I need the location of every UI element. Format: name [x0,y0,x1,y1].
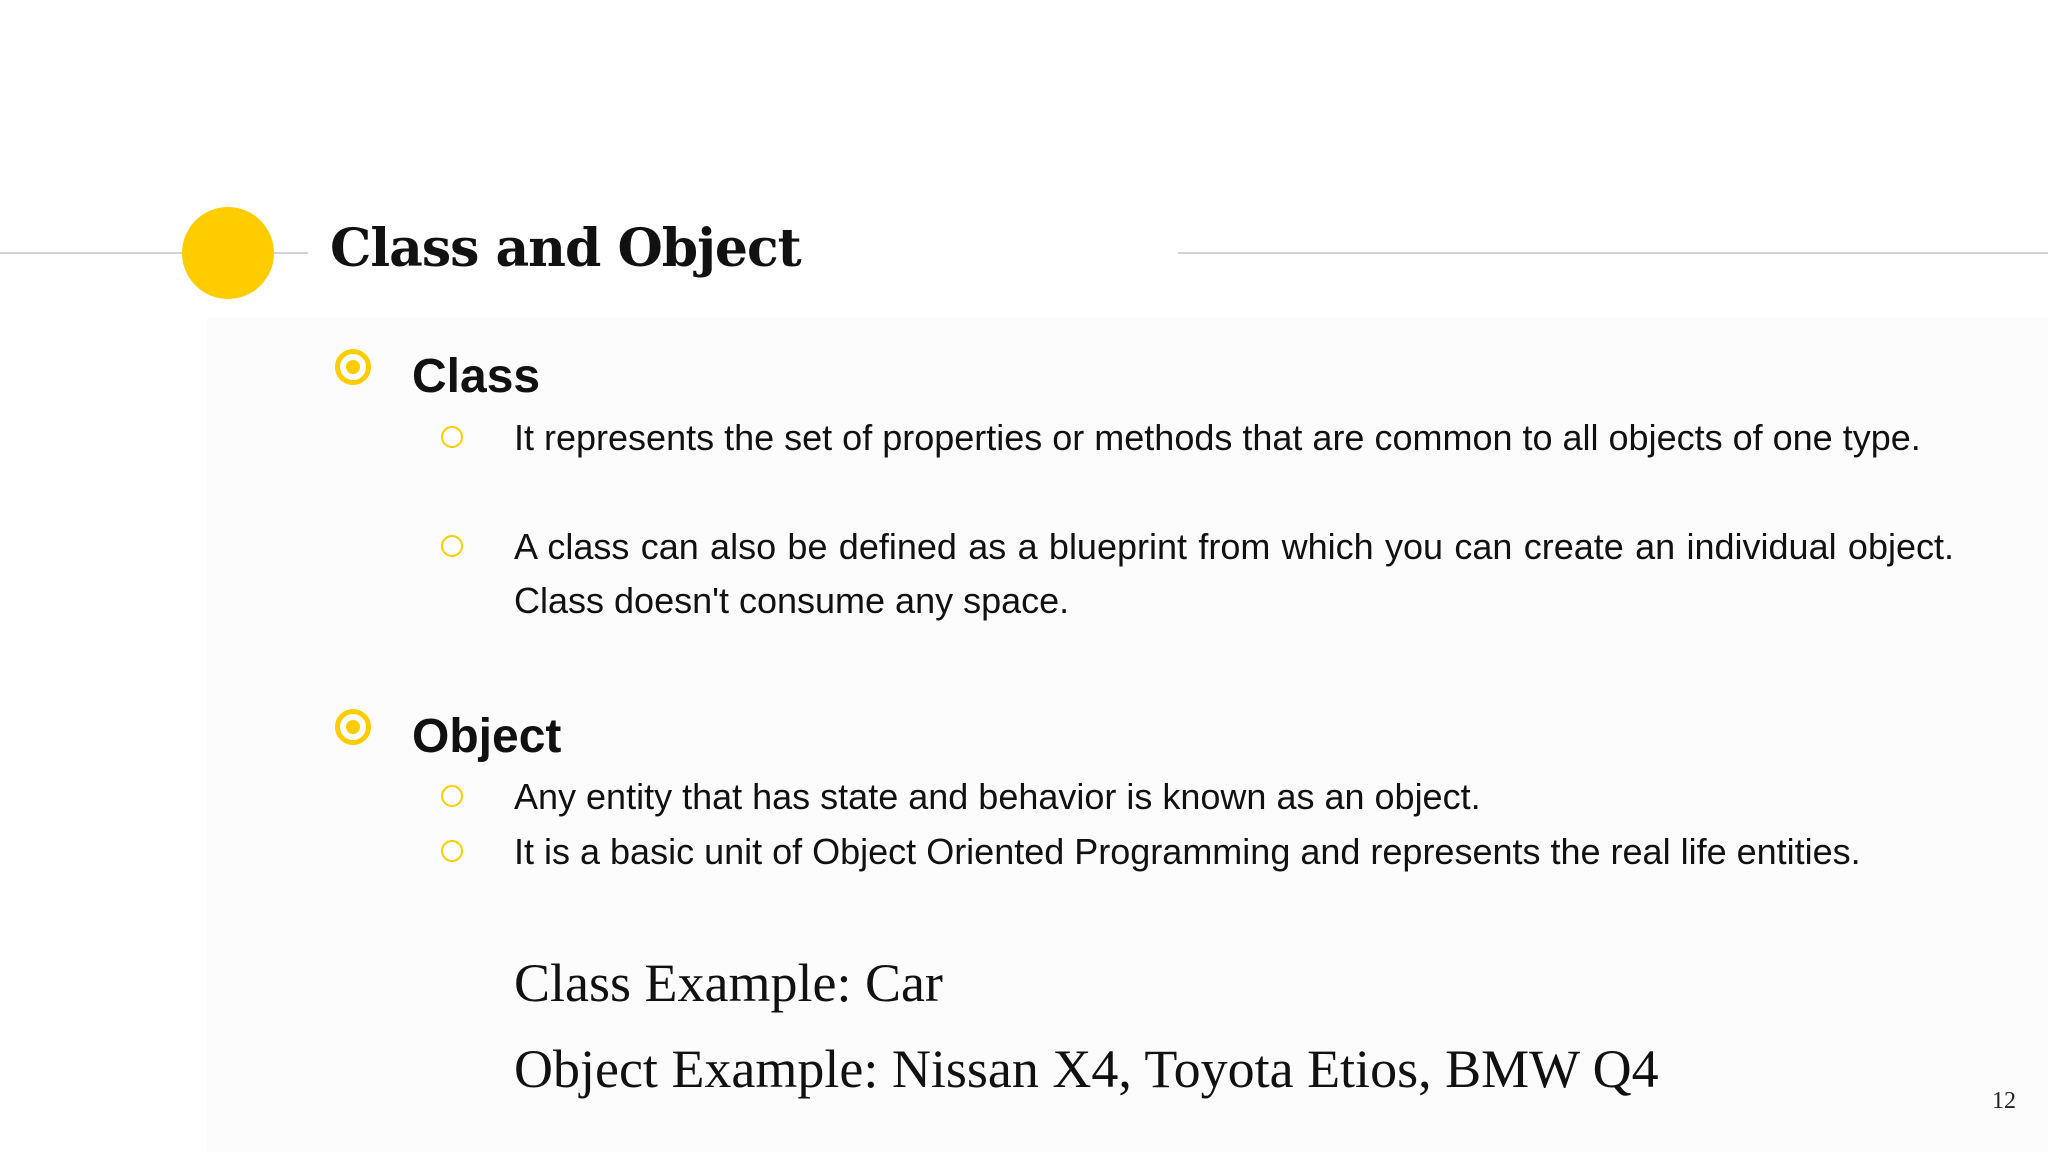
page-number: 12 [1992,1088,2016,1114]
title-rule-right [1178,252,2048,254]
slide-title: Class and Object [330,218,801,279]
object-bullet-2: It is a basic unit of Object Oriented Programming and represents the real life entities. [514,831,1861,872]
target-bullet-icon [335,709,371,745]
circle-bullet-icon [441,785,463,807]
section-heading-class: Class [412,350,541,403]
title-circle-icon [182,207,274,299]
class-bullet-2: A class can also be defined as a blueprint from which you can create an individual object. Class doesn't consume any space. [514,526,1954,621]
target-bullet-icon [335,349,371,385]
class-bullet-1: It represents the set of properties or methods that are common to all objects of one type. [514,417,1921,458]
section-heading-object: Object [412,710,562,763]
object-example: Object Example: Nissan X4, Toyota Etios, BMW Q4 [514,1039,1659,1099]
circle-bullet-icon [441,426,463,448]
object-bullet-1: Any entity that has state and behavior is known as an object. [514,776,1481,817]
class-example: Class Example: Car [514,953,943,1013]
circle-bullet-icon [441,535,463,557]
circle-bullet-icon [441,840,463,862]
